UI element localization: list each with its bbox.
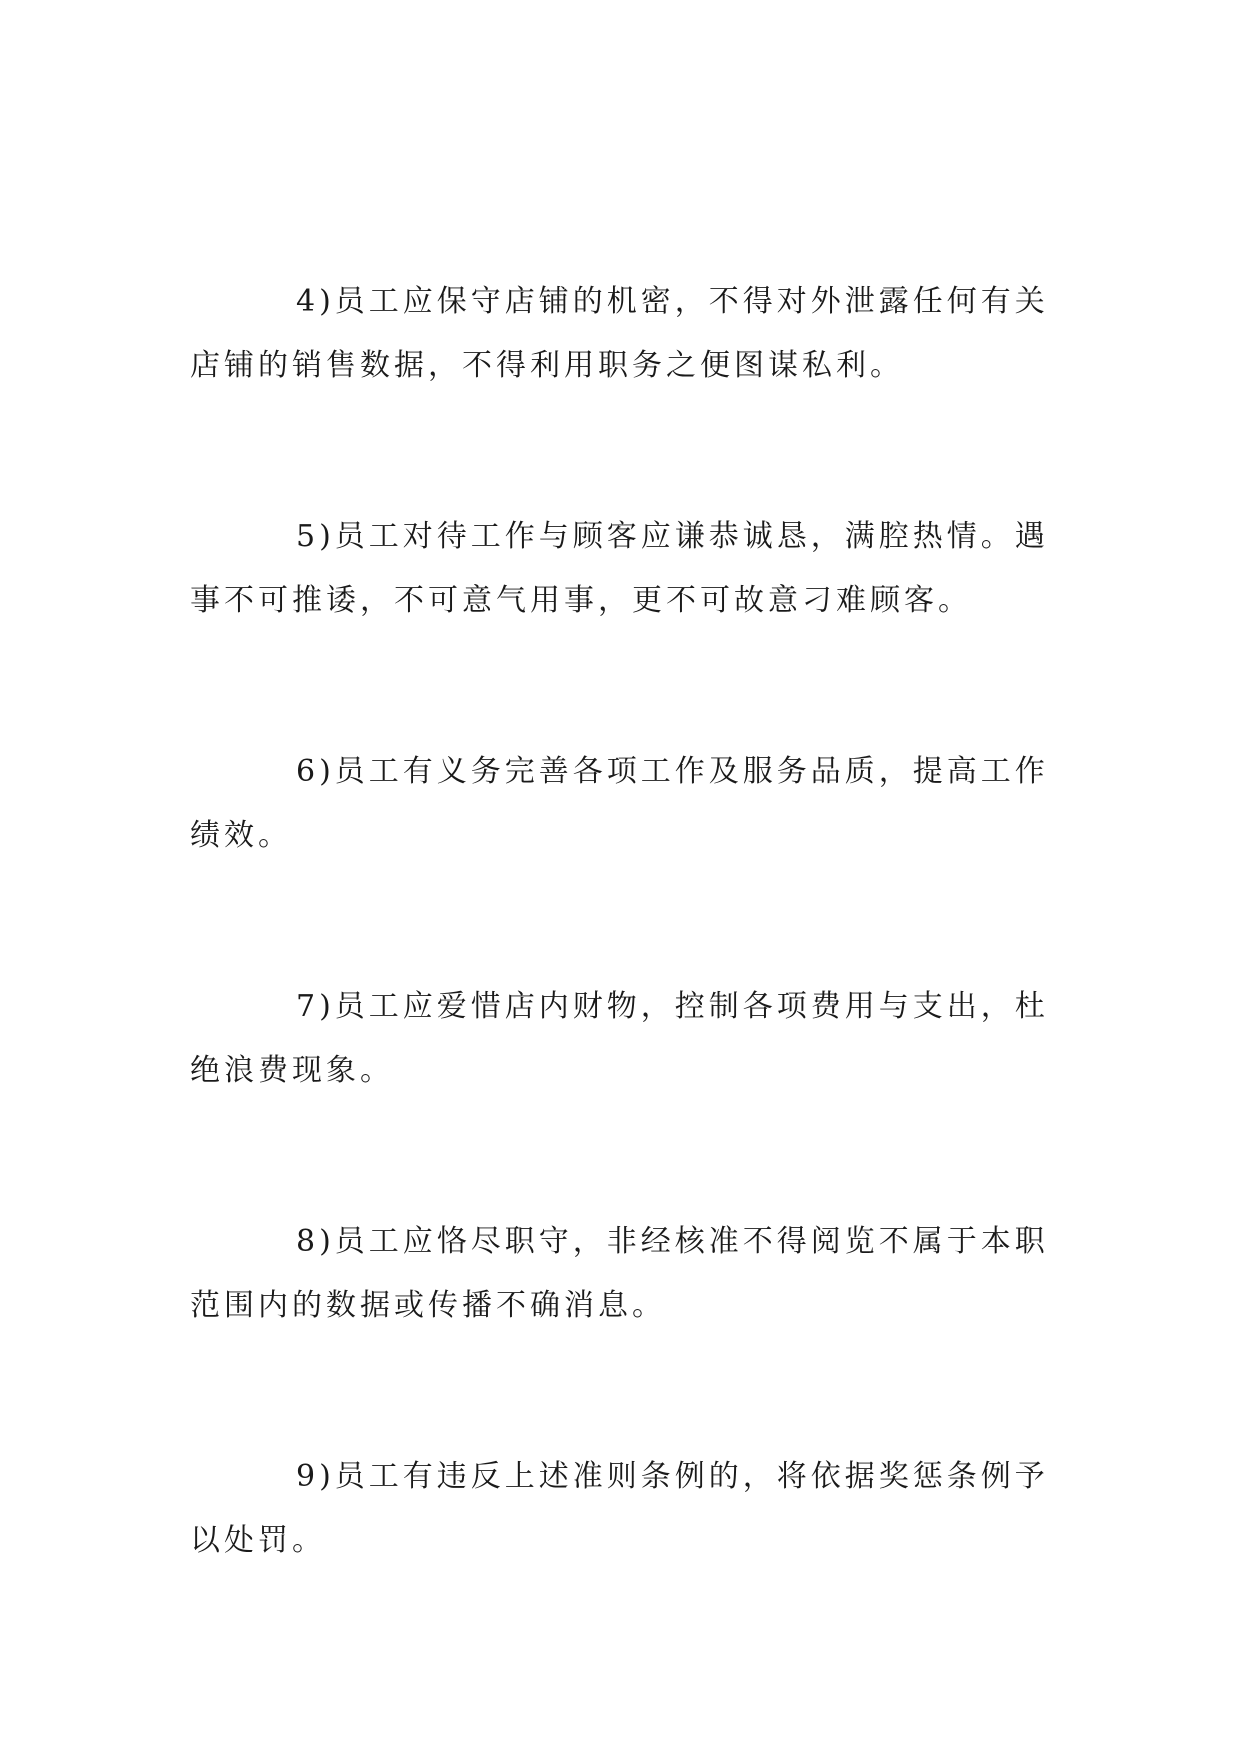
paragraph-rule-6: 6)员工有义务完善各项工作及服务品质，提高工作绩效。: [190, 754, 1049, 853]
paragraph-rule-9: 9)员工有违反上述准则条例的，将依据奖惩条例予以处罚。: [190, 1459, 1049, 1558]
paragraph-rule-4: 4)员工应保守店铺的机密，不得对外泄露任何有关店铺的销售数据，不得利用职务之便图谋私利。: [190, 284, 1049, 383]
paragraph-rule-7: 7)员工应爱惜店内财物，控制各项费用与支出，杜绝浪费现象。: [190, 989, 1049, 1088]
paragraph-rule-8: 8)员工应恪尽职守，非经核准不得阅览不属于本职范围内的数据或传播不确消息。: [190, 1224, 1049, 1323]
paragraph-rule-5: 5)员工对待工作与顾客应谦恭诚恳，满腔热情。遇事不可推诿，不可意气用事，更不可故意刁难顾客。: [190, 519, 1049, 618]
